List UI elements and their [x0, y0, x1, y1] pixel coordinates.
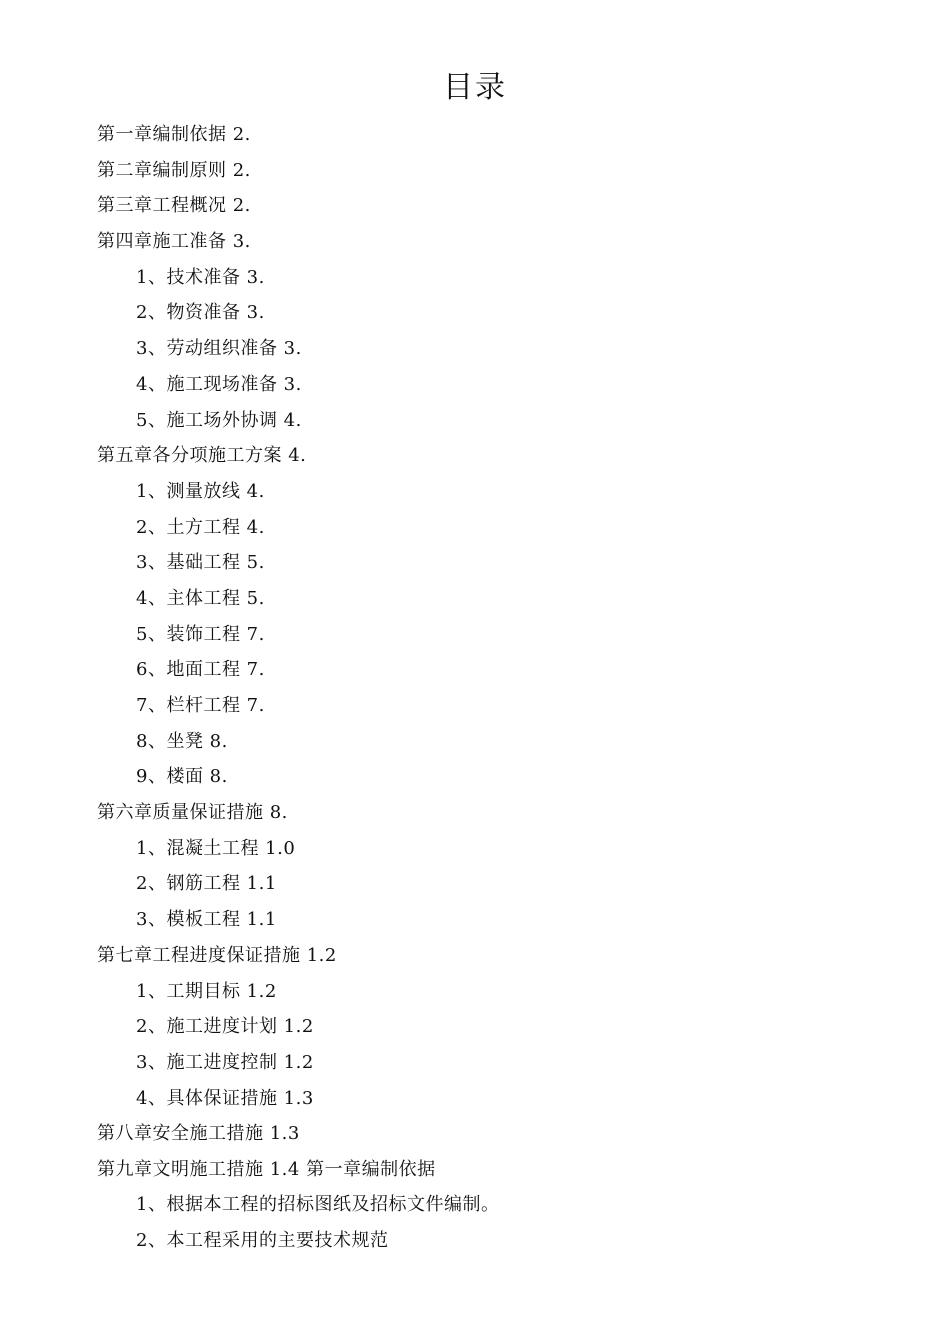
toc-section-entry[interactable]: 3、基础工程 5. [136, 552, 265, 574]
body-text [136, 1187, 910, 1259]
toc-chapter-entry[interactable]: 第二章编制原则 2. [97, 159, 251, 181]
toc-section-entry[interactable]: 2、土方工程 4. [136, 516, 265, 538]
body-paragraph: 1、根据本工程的招标图纸及招标文件编制。 [136, 1194, 500, 1215]
toc-section-entry[interactable]: 4、主体工程 5. [136, 587, 265, 609]
toc-section-entry[interactable]: 2、施工进度计划 1.2 [136, 1016, 314, 1038]
toc-chapter-entry[interactable]: 第一章编制依据 2. [97, 124, 251, 145]
toc-section-entry[interactable]: 5、装饰工程 7. [136, 623, 265, 645]
toc-chapter-entry[interactable]: 第四章施工准备 3. [97, 231, 251, 253]
toc-chapter-entry[interactable]: 第六章质量保证措施 8. [97, 802, 288, 824]
page-title: 目录 [443, 70, 507, 105]
body-paragraph: 2、本工程采用的主要技术规范 [136, 1230, 389, 1251]
toc-chapter-entry[interactable]: 第八章安全施工措施 1.3 [97, 1123, 300, 1145]
toc-section-entry[interactable]: 7、栏杆工程 7. [136, 695, 265, 716]
toc-section-entry[interactable]: 9、楼面 8. [136, 766, 228, 788]
table-of-contents [97, 117, 910, 1188]
toc-section-entry[interactable]: 4、施工现场准备 3. [136, 373, 302, 395]
toc-section-entry[interactable]: 1、工期目标 1.2 [136, 980, 277, 1002]
toc-chapter-entry[interactable]: 第五章各分项施工方案 4. [97, 445, 307, 467]
toc-chapter-entry[interactable]: 第七章工程进度保证措施 1.2 [97, 944, 337, 966]
toc-chapter-entry[interactable]: 第三章工程概况 2. [97, 195, 251, 217]
toc-section-entry[interactable]: 4、具体保证措施 1.3 [136, 1087, 314, 1109]
toc-section-entry[interactable]: 6、地面工程 7. [136, 659, 265, 681]
toc-section-entry[interactable]: 1、混凝土工程 1.0 [136, 837, 296, 859]
toc-chapter-entry[interactable]: 第九章文明施工措施 1.4 第一章编制依据 [97, 1158, 436, 1180]
toc-section-entry[interactable]: 2、物资准备 3. [136, 302, 265, 324]
toc-section-entry[interactable]: 2、钢筋工程 1.1 [136, 873, 277, 895]
toc-section-entry[interactable]: 1、技术准备 3. [136, 266, 265, 288]
toc-section-entry[interactable]: 5、施工场外协调 4. [136, 409, 302, 431]
toc-section-entry[interactable]: 3、劳动组织准备 3. [136, 338, 302, 360]
toc-section-entry[interactable]: 8、坐凳 8. [136, 730, 228, 752]
toc-section-entry[interactable]: 3、模板工程 1.1 [136, 909, 277, 931]
toc-section-entry[interactable]: 1、测量放线 4. [136, 480, 265, 502]
toc-section-entry[interactable]: 3、施工进度控制 1.2 [136, 1051, 314, 1073]
